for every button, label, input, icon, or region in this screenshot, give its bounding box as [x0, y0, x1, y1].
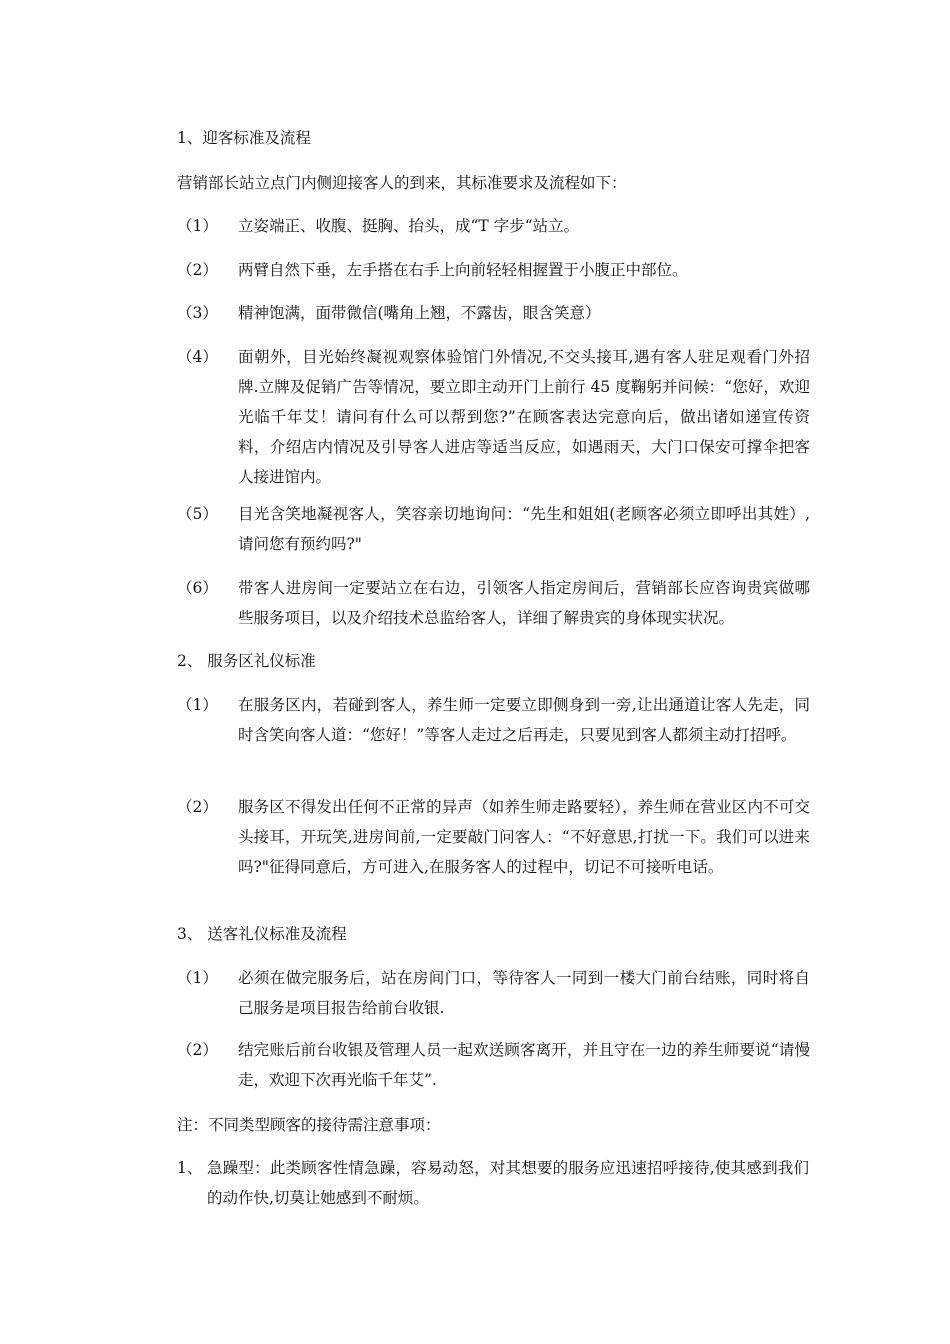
section-2-heading: 2、 服务区礼仪标准 [177, 652, 316, 670]
list-item-text: 两臂自然下垂，左手搭在右手上向前轻轻相握置于小腹正中部位。 [238, 261, 688, 279]
list-item-text: 服务区不得发出任何不正常的异声（如养生师走路要轻），养生师在营业区内不可交头接耳，开玩笑,进房间前,一定要敲门问客人：“不好意思,打扰一下。我们可以进来吗?"征得同意后，方可进入,在服务客人的过程中，切记不可接听电话。 [238, 798, 810, 876]
note-heading: 注：不同类型顾客的接待需注意事项： [177, 1116, 441, 1134]
list-item-text: 带客人进房间一定要站立在右边，引领客人指定房间后，营销部长应咨询贵宾做哪些服务项目，以及介绍技术总监给客人，详细了解贵宾的身体现实状况。 [238, 579, 810, 627]
section-1-intro: 营销部长站立点门内侧迎接客人的到来，其标准要求及流程如下： [177, 174, 627, 192]
list-item-number: （2） [177, 798, 218, 816]
list-item-number: （1） [177, 217, 218, 235]
list-item-text: 急躁型：此类顾客性情急躁，容易动怒，对其想要的服务应迅速招呼接待,使其感到我们的动作快,切莫让她感到不耐烦。 [207, 1159, 809, 1207]
list-item-text: 结完账后前台收银及管理人员一起欢送顾客离开，并且守在一边的养生师要说“请慢走，欢迎下次再光临千年艾”. [238, 1041, 810, 1089]
section-3-heading: 3、 送客礼仪标准及流程 [177, 925, 347, 943]
list-item-number: 1、 [177, 1159, 203, 1177]
list-item-text: 精神饱满，面带微信(嘴角上翘，不露齿，眼含笑意） [238, 304, 601, 322]
section-1-heading: 1、迎客标准及流程 [177, 129, 311, 147]
list-item-text: 面朝外，目光始终凝视观察体验馆门外情况,不交头接耳,遇有客人驻足观看门外招牌.立牌及促销广告等情况，要立即主动开门上前行 45 度鞠躬并问候：“您好，欢迎光临千年艾！请问有什么可以帮到您?”在顾客表达完意向后，做出诸如递宣传资料，介绍店内情况及引导客人进店等适当反应，如遇雨天，大门口保安可撑伞把客人接进馆内。 [238, 348, 810, 486]
list-item-number: （4） [177, 348, 218, 366]
list-item-number: （1） [177, 696, 218, 714]
list-item-number: （2） [177, 261, 218, 279]
list-item-number: （1） [177, 969, 218, 987]
list-item-text: 必须在做完服务后，站在房间门口，等待客人一同到一楼大门前台结账，同时将自己服务是项目报告给前台收银. [238, 969, 810, 1017]
list-item-text: 在服务区内，若碰到客人，养生师一定要立即侧身到一旁,让出通道让客人先走，同时含笑向客人道：“您好！”等客人走过之后再走，只要见到客人都须主动打招呼。 [238, 696, 810, 744]
list-item-number: （3） [177, 304, 218, 322]
list-item-number: （5） [177, 505, 218, 523]
list-item-number: （6） [177, 579, 218, 597]
list-item-text: 立姿端正、收腹、挺胸、抬头，成“T 字步“站立。 [238, 217, 580, 235]
list-item-number: （2） [177, 1041, 218, 1059]
list-item-text: 目光含笑地凝视客人，笑容亲切地询问：“先生和姐姐(老顾客必须立即呼出其姓）,请问您有预约吗?" [238, 505, 810, 553]
